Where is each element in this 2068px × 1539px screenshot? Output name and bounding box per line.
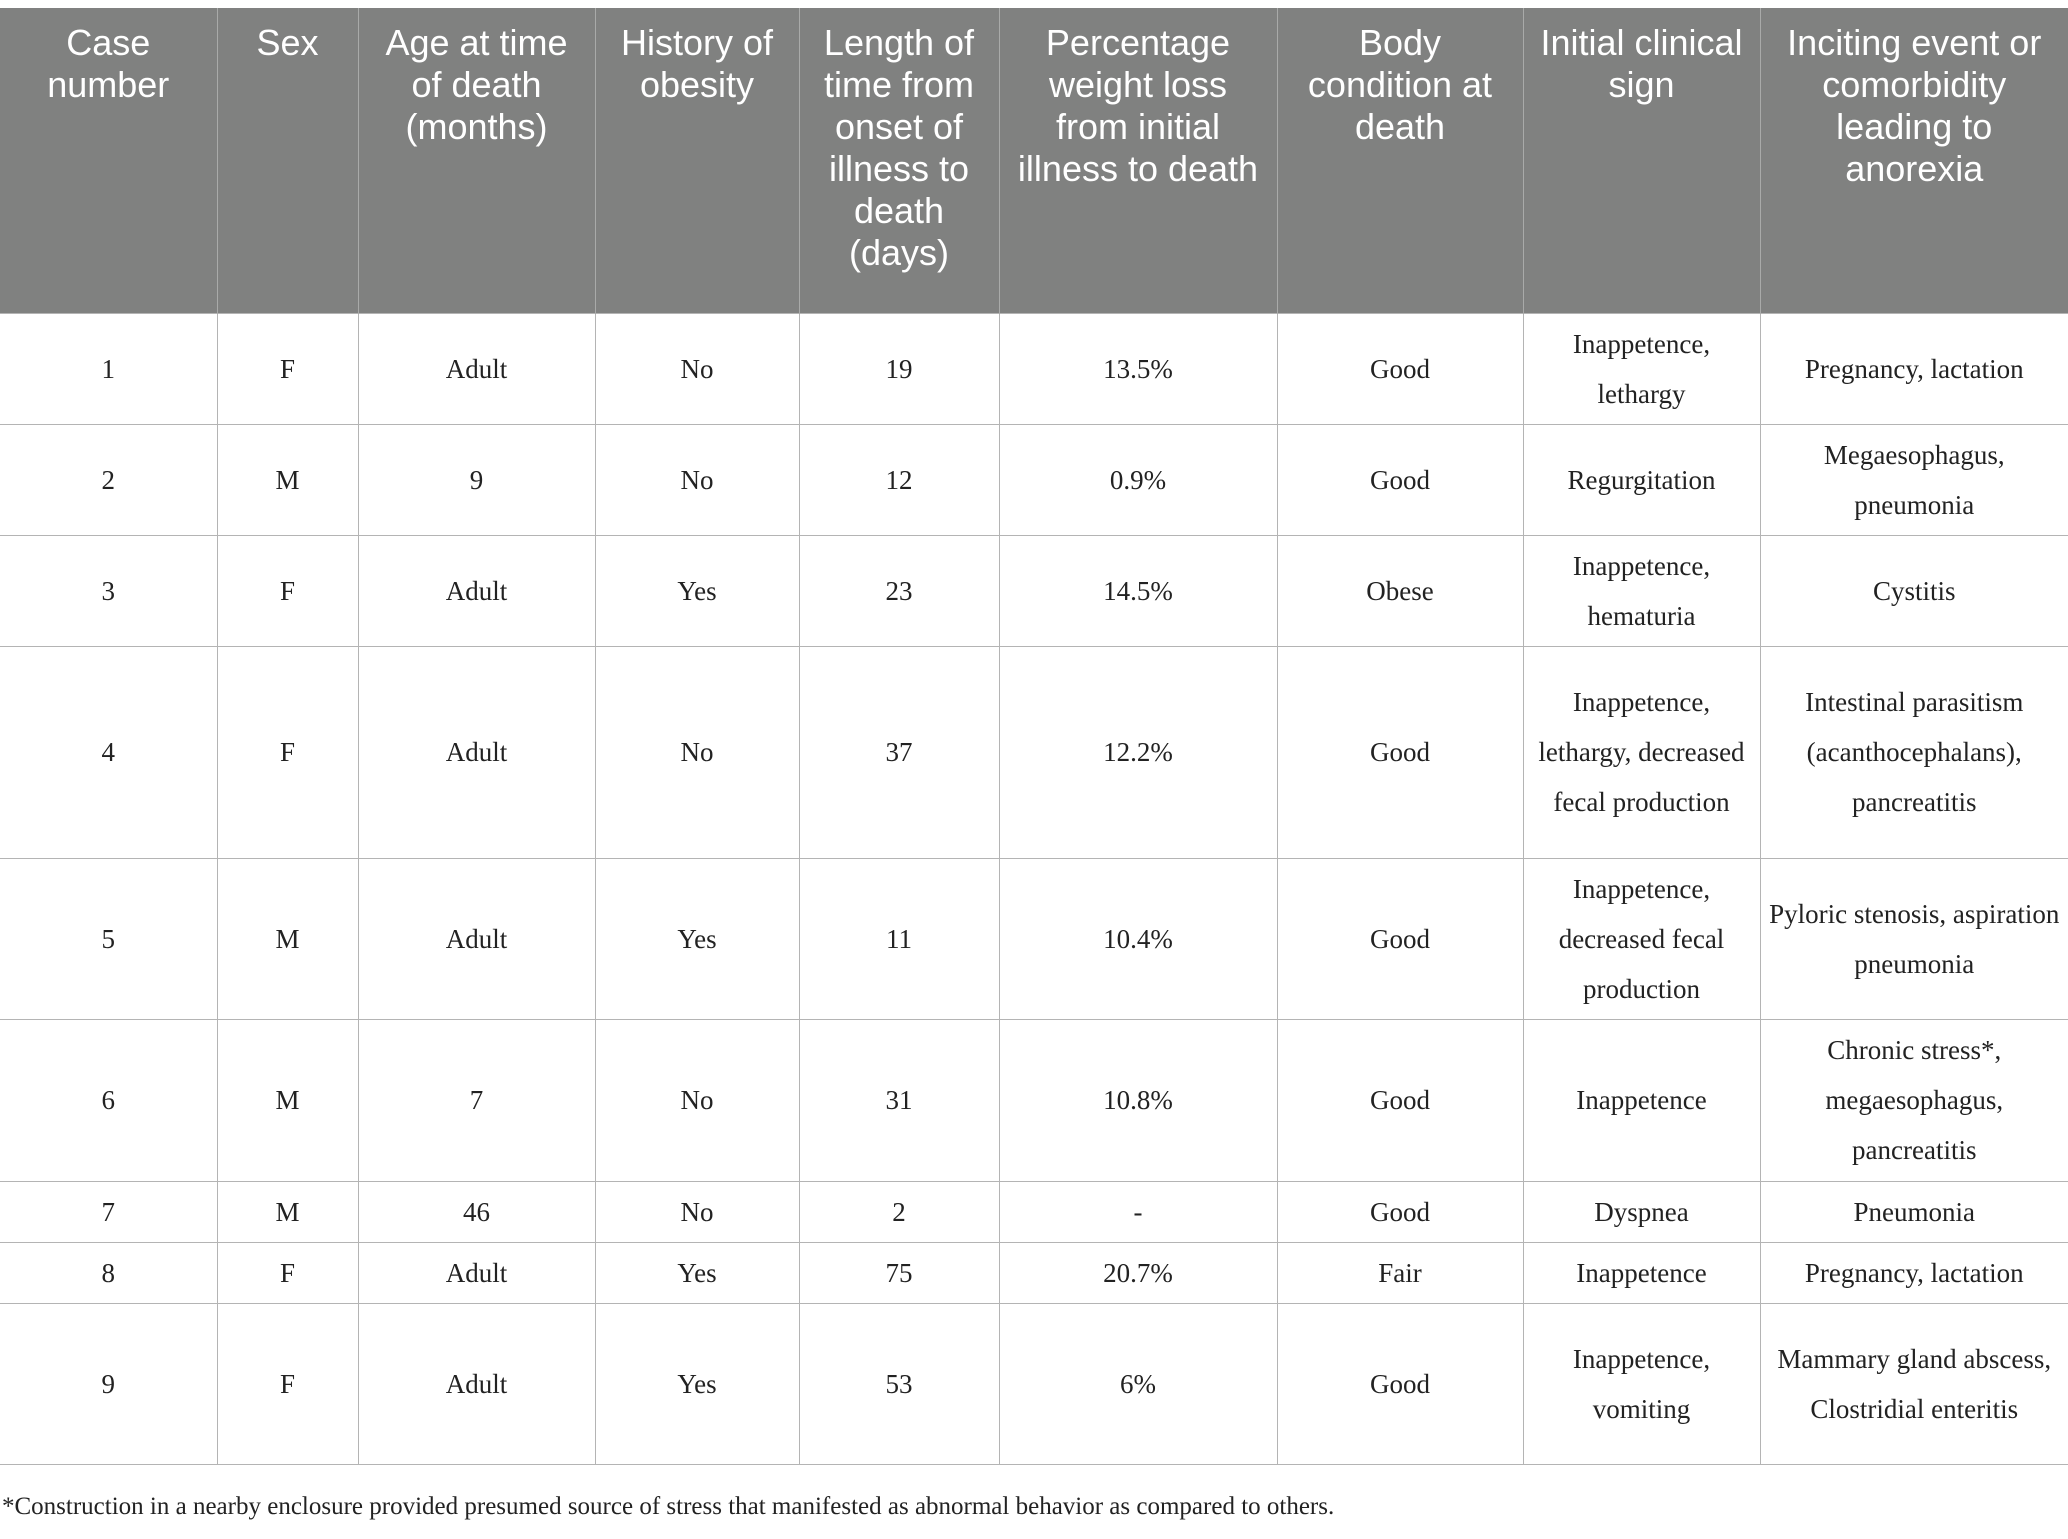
table-row xyxy=(0,1181,2068,1242)
cell-inciting-event: Pregnancy, lactation xyxy=(1760,1242,2068,1303)
cell-illness-length: 37 xyxy=(799,646,999,858)
cell-case-number: 4 xyxy=(0,646,217,858)
table-row xyxy=(0,858,2068,1019)
table-row xyxy=(0,1303,2068,1464)
cell-inciting-event: Pyloric stenosis, aspiration pneumonia xyxy=(1760,858,2068,1019)
cell-sex: M xyxy=(217,858,358,1019)
cell-inciting-event: Pneumonia xyxy=(1760,1181,2068,1242)
cell-age: Adult xyxy=(358,1303,595,1464)
cell-body-condition: Fair xyxy=(1277,1242,1523,1303)
cell-body-condition: Good xyxy=(1277,1303,1523,1464)
cell-case-number: 6 xyxy=(0,1019,217,1181)
cell-age: 46 xyxy=(358,1181,595,1242)
header-length-of-illness: Length of time from onset of illness to death (days) xyxy=(799,8,999,313)
cell-case-number: 3 xyxy=(0,535,217,646)
cell-body-condition: Obese xyxy=(1277,535,1523,646)
cell-age: 9 xyxy=(358,424,595,535)
cell-obesity-history: Yes xyxy=(595,1242,799,1303)
cell-age: Adult xyxy=(358,646,595,858)
cell-clinical-sign: Inappetence, decreased fecal production xyxy=(1523,858,1760,1019)
cell-obesity-history: No xyxy=(595,646,799,858)
table-row xyxy=(0,313,2068,424)
cell-illness-length: 23 xyxy=(799,535,999,646)
cell-sex: F xyxy=(217,535,358,646)
cell-illness-length: 75 xyxy=(799,1242,999,1303)
cell-body-condition: Good xyxy=(1277,1181,1523,1242)
cell-clinical-sign: Regurgitation xyxy=(1523,424,1760,535)
cell-weight-loss: 13.5% xyxy=(999,313,1277,424)
cell-clinical-sign: Inappetence, lethargy xyxy=(1523,313,1760,424)
table-container xyxy=(0,8,2068,1465)
cell-inciting-event: Cystitis xyxy=(1760,535,2068,646)
cell-inciting-event: Mammary gland abscess, Clostridial enteritis xyxy=(1760,1303,2068,1464)
cell-age: Adult xyxy=(358,1242,595,1303)
cell-clinical-sign: Inappetence, lethargy, decreased fecal production xyxy=(1523,646,1760,858)
header-history-of-obesity: History of obesity xyxy=(595,8,799,313)
cell-illness-length: 53 xyxy=(799,1303,999,1464)
cell-weight-loss: - xyxy=(999,1181,1277,1242)
cell-weight-loss: 6% xyxy=(999,1303,1277,1464)
cell-illness-length: 2 xyxy=(799,1181,999,1242)
cell-case-number: 9 xyxy=(0,1303,217,1464)
cell-body-condition: Good xyxy=(1277,646,1523,858)
cell-clinical-sign: Inappetence xyxy=(1523,1019,1760,1181)
cell-obesity-history: No xyxy=(595,424,799,535)
cell-age: Adult xyxy=(358,535,595,646)
cell-illness-length: 19 xyxy=(799,313,999,424)
cell-clinical-sign: Inappetence, hematuria xyxy=(1523,535,1760,646)
cell-clinical-sign: Inappetence, vomiting xyxy=(1523,1303,1760,1464)
cell-obesity-history: Yes xyxy=(595,535,799,646)
cell-body-condition: Good xyxy=(1277,424,1523,535)
cell-weight-loss: 10.8% xyxy=(999,1019,1277,1181)
cell-illness-length: 31 xyxy=(799,1019,999,1181)
cell-sex: M xyxy=(217,1019,358,1181)
cell-obesity-history: Yes xyxy=(595,1303,799,1464)
cell-obesity-history: No xyxy=(595,1181,799,1242)
header-weight-loss: Percentage weight loss from initial illness to death xyxy=(999,8,1277,313)
table-footnote: *Construction in a nearby enclosure provided presumed source of stress that manifested as abnormal behavior as compared to others. xyxy=(2,1493,1335,1520)
cell-sex: M xyxy=(217,1181,358,1242)
cell-illness-length: 11 xyxy=(799,858,999,1019)
case-table xyxy=(0,8,2068,1465)
cell-weight-loss: 14.5% xyxy=(999,535,1277,646)
header-inciting-event: Inciting event or comorbidity leading to anorexia xyxy=(1760,8,2068,313)
cell-inciting-event: Chronic stress*, megaesophagus, pancreatitis xyxy=(1760,1019,2068,1181)
table-row xyxy=(0,1019,2068,1181)
table-row xyxy=(0,535,2068,646)
table-row xyxy=(0,1242,2068,1303)
table-row xyxy=(0,646,2068,858)
cell-age: 7 xyxy=(358,1019,595,1181)
table-row xyxy=(0,424,2068,535)
cell-inciting-event: Megaesophagus, pneumonia xyxy=(1760,424,2068,535)
cell-weight-loss: 12.2% xyxy=(999,646,1277,858)
cell-case-number: 2 xyxy=(0,424,217,535)
cell-obesity-history: No xyxy=(595,313,799,424)
cell-case-number: 8 xyxy=(0,1242,217,1303)
cell-illness-length: 12 xyxy=(799,424,999,535)
cell-inciting-event: Pregnancy, lactation xyxy=(1760,313,2068,424)
cell-inciting-event: Intestinal parasitism (acanthocephalans), pancreatitis xyxy=(1760,646,2068,858)
cell-case-number: 1 xyxy=(0,313,217,424)
cell-weight-loss: 10.4% xyxy=(999,858,1277,1019)
cell-sex: F xyxy=(217,646,358,858)
cell-sex: F xyxy=(217,313,358,424)
cell-weight-loss: 20.7% xyxy=(999,1242,1277,1303)
cell-clinical-sign: Inappetence xyxy=(1523,1242,1760,1303)
cell-body-condition: Good xyxy=(1277,1019,1523,1181)
header-age: Age at time of death (months) xyxy=(358,8,595,313)
header-body-condition: Body condition at death xyxy=(1277,8,1523,313)
cell-body-condition: Good xyxy=(1277,858,1523,1019)
cell-clinical-sign: Dyspnea xyxy=(1523,1181,1760,1242)
cell-obesity-history: Yes xyxy=(595,858,799,1019)
header-initial-clinical-sign: Initial clinical sign xyxy=(1523,8,1760,313)
cell-body-condition: Good xyxy=(1277,313,1523,424)
cell-sex: F xyxy=(217,1303,358,1464)
cell-sex: F xyxy=(217,1242,358,1303)
header-case-number: Case number xyxy=(0,8,217,313)
cell-age: Adult xyxy=(358,313,595,424)
cell-age: Adult xyxy=(358,858,595,1019)
cell-case-number: 7 xyxy=(0,1181,217,1242)
cell-case-number: 5 xyxy=(0,858,217,1019)
header-row xyxy=(0,8,2068,313)
cell-obesity-history: No xyxy=(595,1019,799,1181)
cell-sex: M xyxy=(217,424,358,535)
cell-weight-loss: 0.9% xyxy=(999,424,1277,535)
header-sex: Sex xyxy=(217,8,358,313)
